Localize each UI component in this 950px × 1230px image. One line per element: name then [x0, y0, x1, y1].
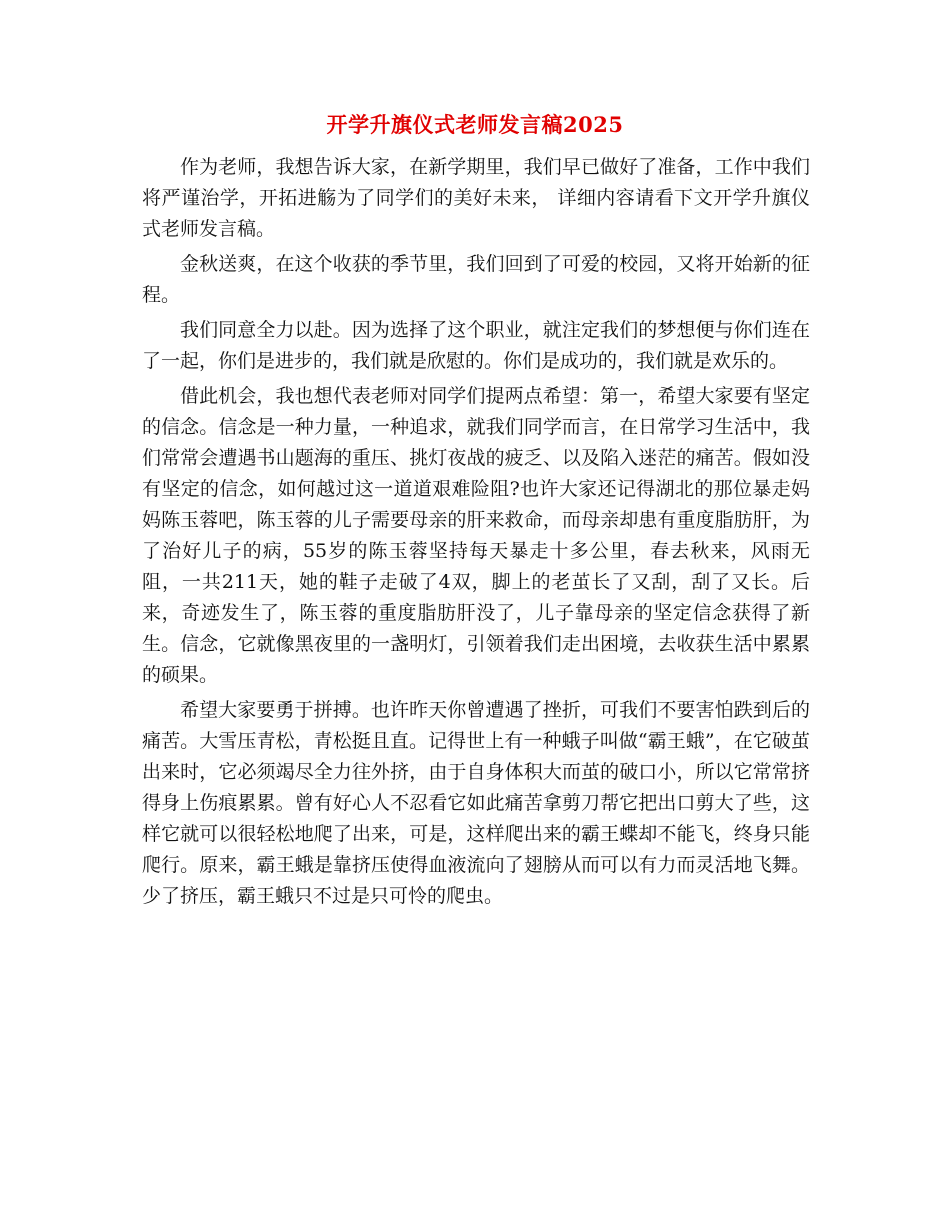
paragraph-intro: 作为老师，我想告诉大家，在新学期里，我们早已做好了准备，工作中我们将严谨治学，开拓进觞为了同学们的美好未来， 详细内容请看下文开学升旗仪式老师发言稿。	[142, 156, 810, 240]
paragraph-struggle: 希望大家要勇于拼搏。也许昨天你曾遭遇了挫折，可我们不要害怕跌到后的痛苦。大雪压青松，青松挺且直。记得世上有一种蛾子叫做“霸王蛾”，在它破茧出来时，它必须竭尽全力往外挤，由于自身体积大而茧的破口小，所以它常常挤得身上伤痕累累。曾有好心人不忍看它如此痛苦拿剪刀帮它把出口剪大了些，这样它就可以很轻松地爬了出来，可是，这样爬出来的霸王蝶却不能飞，终身只能爬行。原来，霸王蛾是靠挤压使得血液流向了翅膀从而可以有力而灵活地飞舞。少了挤压，霸王蛾只不过是只可怜的爬虫。	[142, 699, 810, 907]
paragraph-commitment: 我们同意全力以赴。因为选择了这个职业，就注定我们的梦想便与你们连在了一起，你们是进步的，我们就是欣慰的。你们是成功的，我们就是欢乐的。	[142, 319, 810, 372]
document-title: 开学升旗仪式老师发言稿2025	[326, 112, 624, 137]
paragraph-belief: 借此机会，我也想代表老师对同学们提两点希望：第一，希望大家要有坚定的信念。信念是一种力量，一种追求，就我们同学而言，在日常学习生活中，我们常常会遭遇书山题海的重压、挑灯夜战的疲乏、以及陷入迷茫的痛苦。假如没有坚定的信念，如何越过这一道道艰难险阻?也许大家还记得湖北的那位暴走妈妈陈玉蓉吧，陈玉蓉的儿子需要母亲的肝来救命，而母亲却患有重度脂肪肝，为了治好儿子的病，55岁的陈玉蓉坚持每天暴走十多公里，春去秋来，风雨无阻，一共211天，她的鞋子走破了4双，脚上的老茧长了又刮，刮了又长。后来，奇迹发生了，陈玉蓉的重度脂肪肝没了，儿子靠母亲的坚定信念获得了新生。信念，它就像黑夜里的一盏明灯，引领着我们走出困境，去收获生活中累累的硕果。	[142, 385, 810, 686]
paragraph-autumn: 金秋送爽，在这个收获的季节里，我们回到了可爱的校园，又将开始新的征程。	[142, 253, 810, 306]
document-body	[142, 152, 810, 916]
